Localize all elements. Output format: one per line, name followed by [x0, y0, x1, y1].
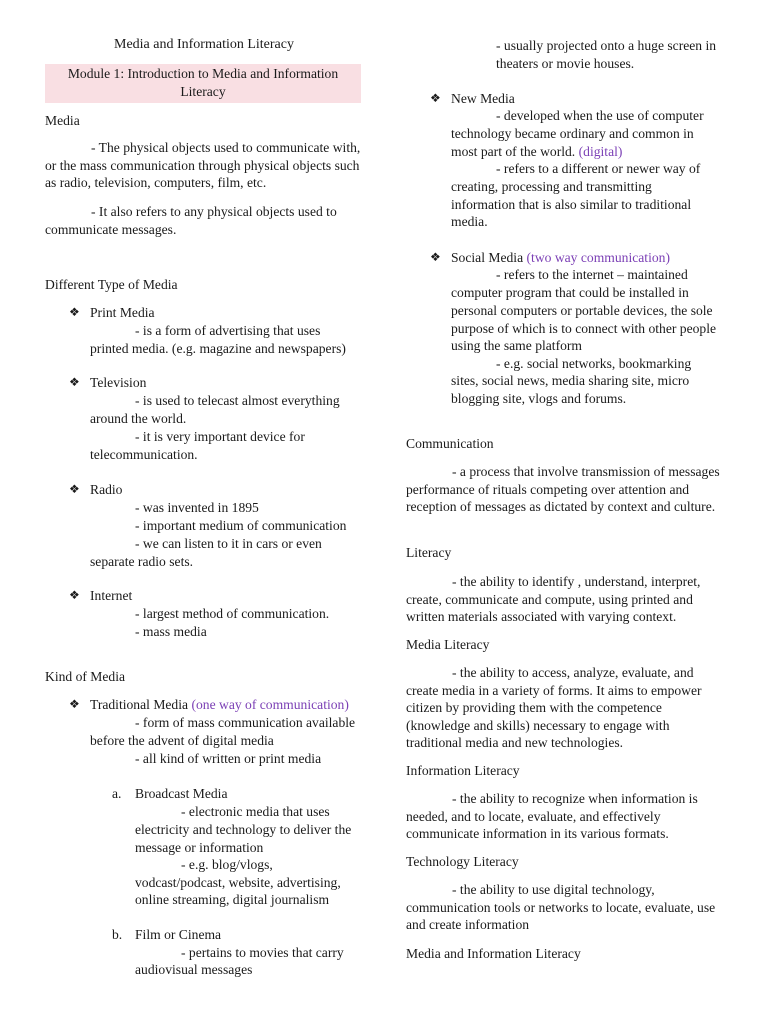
print-media-line: printed media. (e.g. magazine and newspapers) — [90, 341, 346, 356]
diamond-bullet-icon: ❖ — [69, 482, 80, 496]
film-cinema-line: audiovisual messages — [135, 962, 253, 977]
traditional-media-line: - form of mass communication available — [135, 715, 356, 730]
new-media-line: information that is also similar to traditional — [451, 197, 692, 212]
social-media-line: using the same platform — [451, 338, 582, 353]
technology-literacy-paragraph: - the ability to use digital technology, communication tools or networks to locate, evaluate, use and create information — [406, 882, 716, 933]
traditional-media-line: before the advent of digital media — [90, 733, 274, 748]
print-media-line: - is a form of advertising that uses — [135, 323, 321, 338]
social-media-line: sites, social news, media sharing site, micro — [451, 373, 690, 388]
internet-line: - mass media — [135, 624, 207, 639]
communication-paragraph: - a process that involve transmission of messages performance of rituals competing over attention and reception of messages as dictated by context and culture. — [406, 464, 720, 515]
television-title: Television — [90, 375, 147, 390]
film-cinema-line: - pertains to movies that carry — [181, 945, 344, 960]
new-media-line: most part of the world. — [451, 144, 576, 159]
radio-line: separate radio sets. — [90, 554, 194, 569]
television-line: - it is very important device for — [135, 429, 305, 444]
diamond-bullet-icon: ❖ — [430, 250, 441, 264]
traditional-media-title — [90, 696, 349, 714]
communication-heading: Communication — [406, 436, 494, 451]
diamond-bullet-icon: ❖ — [69, 697, 80, 711]
broadcast-media-line: - electronic media that uses — [181, 804, 330, 819]
social-media-line: computer program that could be installed in — [451, 285, 689, 300]
list-marker-a: a. — [112, 786, 122, 801]
media-literacy-heading: Media Literacy — [406, 637, 490, 652]
new-media-line: - refers to a different or newer way of — [496, 161, 701, 176]
film-cinema-line: theaters or movie houses. — [496, 56, 635, 71]
television-line: around the world. — [90, 411, 187, 426]
print-media-title: Print Media — [90, 305, 155, 320]
information-literacy-paragraph: - the ability to recognize when information is needed, and to locate, evaluate, and effectively communicate information in its various formats. — [406, 791, 698, 842]
film-cinema-title: Film or Cinema — [135, 927, 222, 942]
new-media-note: (digital) — [578, 144, 623, 159]
literacy-heading: Literacy — [406, 545, 452, 560]
information-literacy-heading: Information Literacy — [406, 763, 520, 778]
media-paragraph-2: - It also refers to any physical objects used to communicate messages. — [45, 204, 337, 237]
diamond-bullet-icon: ❖ — [430, 91, 441, 105]
media-literacy-paragraph: - the ability to access, analyze, evaluate, and create media in a variety of forms. It aims to empower citizen by providing them with the competence (knowledge and skills) necessary to engage with traditional media and new technologies. — [406, 665, 702, 751]
document-title: Media and Information Literacy — [114, 37, 294, 52]
technology-literacy-heading: Technology Literacy — [406, 854, 519, 869]
radio-title: Radio — [90, 482, 123, 497]
traditional-media-label: Traditional Media — [90, 697, 189, 712]
internet-title: Internet — [90, 588, 133, 603]
types-heading: Different Type of Media — [45, 277, 178, 292]
media-paragraph-1: - The physical objects used to communicate with, or the mass communication through physical objects such as radio, television, computers, film, etc. — [45, 140, 361, 191]
broadcast-media-line: vodcast/podcast, website, advertising, — [135, 875, 341, 890]
social-media-label: Social Media — [451, 250, 524, 265]
television-line: telecommunication. — [90, 447, 198, 462]
literacy-paragraph: - the ability to identify , understand, interpret, create, communicate and compute, using printed and written materials associated with varying context. — [406, 574, 701, 625]
list-marker-b: b. — [112, 927, 123, 942]
new-media-line-with-note — [451, 143, 622, 161]
new-media-line: media. — [451, 214, 488, 229]
broadcast-media-line: electricity and technology to deliver the — [135, 822, 352, 837]
internet-line: - largest method of communication. — [135, 606, 330, 621]
traditional-media-line: - all kind of written or print media — [135, 751, 322, 766]
social-media-note: (two way communication) — [526, 250, 670, 265]
diamond-bullet-icon: ❖ — [69, 305, 80, 319]
new-media-line: - developed when the use of computer — [496, 108, 704, 123]
film-cinema-line: - usually projected onto a huge screen in — [496, 38, 717, 53]
social-media-line: blogging site, vlogs and forums. — [451, 391, 627, 406]
broadcast-media-title: Broadcast Media — [135, 786, 228, 801]
radio-line: - was invented in 1895 — [135, 500, 259, 515]
radio-line: - important medium of communication — [135, 518, 347, 533]
social-media-line: purpose of which is to connect with other people — [451, 321, 717, 336]
broadcast-media-line: - e.g. blog/vlogs, — [181, 857, 273, 872]
media-heading: Media — [45, 113, 80, 128]
diamond-bullet-icon: ❖ — [69, 588, 80, 602]
social-media-line: - e.g. social networks, bookmarking — [496, 356, 692, 371]
kind-heading: Kind of Media — [45, 669, 126, 684]
module-title-box: Module 1: Introduction to Media and Information Literacy — [45, 64, 361, 103]
new-media-line: creating, processing and transmitting — [451, 179, 652, 194]
social-media-title — [451, 249, 670, 267]
mil-heading: Media and Information Literacy — [406, 946, 581, 961]
radio-line: - we can listen to it in cars or even — [135, 536, 322, 551]
social-media-line: personal computers or portable devices, the sole — [451, 303, 713, 318]
broadcast-media-line: online streaming, digital journalism — [135, 892, 330, 907]
social-media-line: - refers to the internet – maintained — [496, 267, 688, 282]
new-media-line: technology became ordinary and common in — [451, 126, 694, 141]
broadcast-media-line: message or information — [135, 840, 264, 855]
diamond-bullet-icon: ❖ — [69, 375, 80, 389]
television-line: - is used to telecast almost everything — [135, 393, 340, 408]
new-media-title: New Media — [451, 91, 515, 106]
traditional-media-note: (one way of communication) — [191, 697, 349, 712]
